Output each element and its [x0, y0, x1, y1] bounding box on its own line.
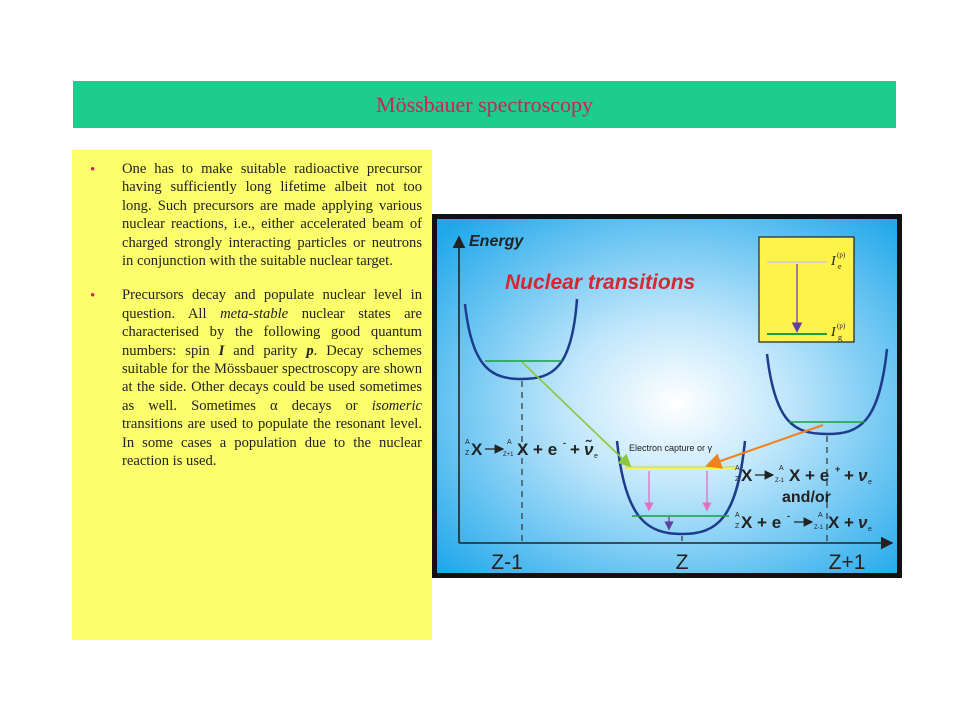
text-fragment: One has to make suitable radioactive precursor having sufficiently long lifetime albeit not too long. Such precursors are made applying various nuclear reactions, i.e., either accelerated beam of charged strongly interacting particles or neutrons in conjunction with the suitable nuclear target. [122, 161, 422, 270]
svg-text:+: + [844, 466, 854, 485]
svg-text:(p): (p) [837, 322, 846, 330]
page-title: Mössbauer spectroscopy [376, 91, 593, 117]
svg-text:X + e: X + e [517, 440, 558, 459]
title-bar [73, 81, 896, 128]
text-fragment: transitions are used to populate the resonant level. In some cases a population due to the nuclear reaction is used. [122, 416, 422, 470]
text-fragment: p [306, 342, 314, 359]
text-fragment: meta-stable [220, 305, 289, 322]
bullet-text-2 [122, 286, 422, 470]
svg-text:Z: Z [735, 476, 740, 483]
bullet-item-1 [86, 160, 422, 270]
svg-text:e: e [594, 453, 598, 460]
svg-text:X +: X + [828, 513, 854, 532]
svg-text:A: A [779, 465, 784, 472]
svg-text:ν: ν [858, 466, 868, 485]
text-fragment: I [218, 342, 225, 359]
svg-text:A: A [735, 465, 740, 472]
svg-text:I: I [831, 254, 836, 269]
svg-text:e: e [868, 479, 872, 486]
svg-text:A: A [507, 439, 512, 446]
svg-text:ν̃: ν̃ [584, 440, 594, 459]
bullet-dot: • [90, 162, 96, 178]
axis-label-z-minus-1: Z-1 [491, 551, 523, 573]
bullet-text-1 [122, 160, 422, 270]
svg-text:I: I [831, 325, 836, 340]
svg-text:Z: Z [465, 450, 470, 457]
svg-text:X: X [471, 440, 483, 459]
text-fragment: and parity [224, 342, 307, 359]
svg-text:Z+1: Z+1 [503, 452, 514, 458]
svg-text:e: e [868, 526, 872, 533]
svg-text:X: X [741, 466, 753, 485]
diagram-heading: Nuclear transitions [505, 271, 696, 294]
svg-text:g: g [838, 333, 842, 342]
svg-text:e: e [838, 262, 842, 271]
svg-text:+: + [835, 464, 841, 474]
bullet-dot: • [90, 288, 96, 305]
electron-capture-label: Electron capture or γ [629, 443, 713, 453]
svg-text:X + e: X + e [741, 513, 782, 532]
svg-text:Z-1: Z-1 [775, 478, 784, 484]
svg-text:A: A [735, 512, 740, 519]
level-inset [759, 237, 854, 342]
axis-label-z: Z [675, 551, 689, 573]
text-fragment: . Decay schemes suitable for the Mössbauer spectroscopy are shown at the side. Other decays could be used sometimes as well. Sometimes α decays or [122, 342, 422, 414]
svg-text:-: - [787, 511, 790, 521]
svg-text:Z: Z [735, 523, 740, 530]
text-fragment: isomeric [371, 397, 422, 414]
bullet-item-2 [86, 286, 422, 470]
energy-label: Energy [469, 233, 524, 250]
svg-text:ν: ν [858, 513, 868, 532]
svg-text:(p): (p) [837, 251, 846, 259]
svg-text:A: A [818, 512, 823, 519]
svg-text:-: - [563, 438, 566, 448]
text-panel [72, 150, 432, 640]
and-or-label: and/or [782, 489, 831, 506]
text-fragment: Precursors decay and populate nuclear level in question. All [122, 287, 422, 322]
text-fragment: nuclear states are characterised by the following good quantum numbers: spin [122, 305, 422, 359]
svg-text:Z-1: Z-1 [814, 525, 823, 531]
svg-text:A: A [465, 439, 470, 446]
nuclear-transitions-figure [432, 214, 902, 578]
svg-text:X + e: X + e [789, 466, 830, 485]
nuclear-transitions-diagram [437, 219, 897, 573]
svg-text:+: + [570, 440, 580, 459]
axis-label-z-plus-1: Z+1 [828, 551, 866, 573]
